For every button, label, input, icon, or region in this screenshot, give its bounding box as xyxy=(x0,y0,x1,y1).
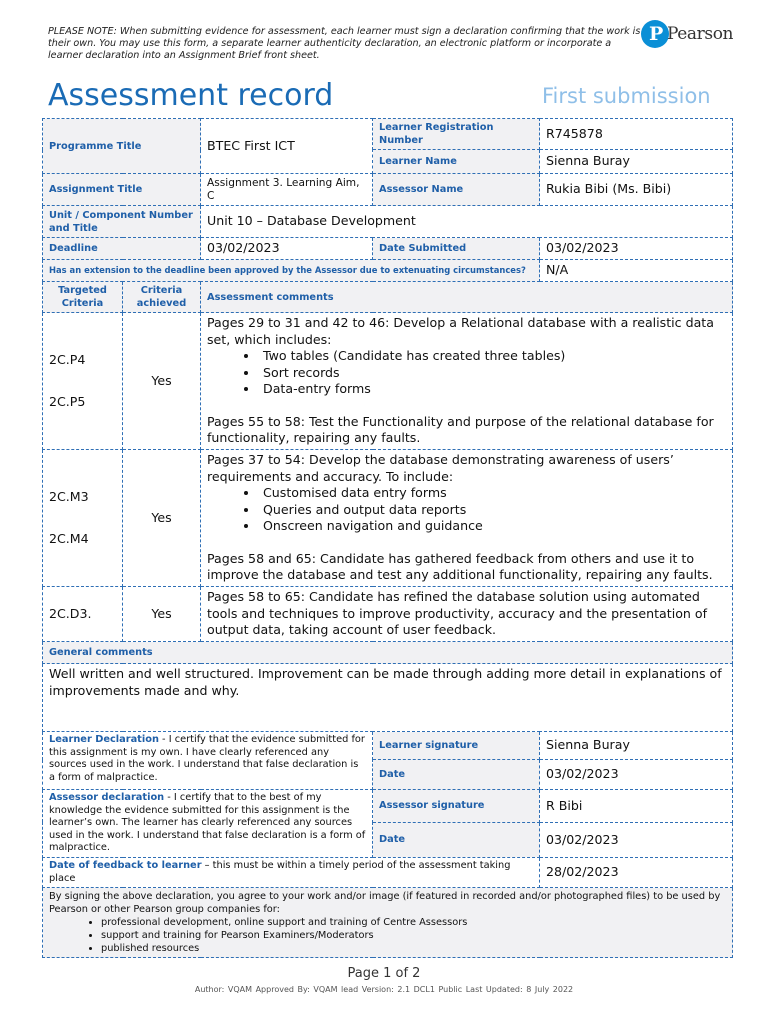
assessment-comment xyxy=(201,313,733,450)
targeted-criteria-header: Targeted Criteria xyxy=(43,282,123,313)
comment-bullets xyxy=(207,348,726,398)
comment-bullet: • Sort records xyxy=(259,365,726,382)
comment-bullet: • Customised data entry forms xyxy=(259,485,726,502)
criterion-code: 2C.M3 xyxy=(49,489,89,504)
assessment-comment: Pages 58 to 65: Candidate has refined the database solution using automated tools and techniques to improve productivity, accuracy and the presentation of output data, taking account of user feedback. xyxy=(201,587,733,642)
comment-outro: Pages 55 to 58: Test the Functionality and purpose of the relational database for functionality, repairing any faults. xyxy=(207,413,714,445)
learner-date-value: 03/02/2023 xyxy=(540,760,733,790)
criteria-achieved-value: Yes xyxy=(123,450,201,587)
consent-list xyxy=(49,916,726,955)
assignment-title-value: Assignment 3. Learning Aim, C xyxy=(201,174,373,206)
assessor-declaration xyxy=(43,790,373,858)
criterion-code: 2C.M4 xyxy=(49,530,89,546)
criteria-codes xyxy=(43,450,123,587)
learner-signature-value: Sienna Buray xyxy=(540,732,733,760)
comment-bullet: • Queries and output data reports xyxy=(259,502,726,519)
extension-value: N/A xyxy=(540,260,733,282)
criteria-row xyxy=(43,450,733,587)
general-comments-label: General comments xyxy=(43,642,733,664)
comment-outro: Pages 58 and 65: Candidate has gathered feedback from others and use it to improve the database and test any additional functionality, repairing any faults. xyxy=(207,550,713,582)
deadline-label: Deadline xyxy=(43,238,201,260)
feedback-date-label: Date of feedback to learner – this must be within a timely period of the assessment taking place xyxy=(43,857,540,887)
date-submitted-label: Date Submitted xyxy=(373,238,540,260)
learner-signature-label: Learner signature xyxy=(373,732,540,760)
submission-type: First submission xyxy=(542,84,711,108)
learner-declaration-text: - I certify that the evidence submitted for this assignment is my own. I have clearly referenced any sources used in the work. I understand that false declaration is a form of malpractice. xyxy=(49,734,365,783)
criteria-achieved-value: Yes xyxy=(123,587,201,642)
learner-name-label: Learner Name xyxy=(373,150,540,174)
learner-reg-label: Learner Registration Number xyxy=(373,119,540,150)
page-number: Page 1 of 2 xyxy=(347,966,421,981)
learner-declaration-title: Learner Declaration xyxy=(49,734,159,745)
assessor-signature-label: Assessor signature xyxy=(373,790,540,823)
comment-intro: Pages 29 to 31 and 42 to 46: Develop a Relational database with a realistic data set, which includes: xyxy=(207,315,714,347)
comment-intro: Pages 37 to 54: Develop the database demonstrating awareness of users’ requirements and accuracy. To include: xyxy=(207,452,674,484)
comment-bullets xyxy=(207,485,726,535)
pearson-mark-icon: P xyxy=(641,20,669,48)
page-title: Assessment record xyxy=(48,78,334,113)
assessment-comments-header: Assessment comments xyxy=(201,282,733,313)
consent-statement xyxy=(43,888,733,958)
comment-bullet: • Two tables (Candidate has created three tables) xyxy=(259,348,726,365)
consent-item: • professional development, online support and training of Centre Assessors xyxy=(101,916,726,929)
feedback-date-value: 28/02/2023 xyxy=(540,857,733,887)
criterion-code: 2C.P5 xyxy=(49,393,86,409)
assessor-name-value: Rukia Bibi (Ms. Bibi) xyxy=(540,174,733,206)
assessor-declaration-text: - I certify that to the best of my knowledge the evidence submitted for this assignment is the learner’s own. The learner has clearly referenced any sources used in the work. I understand that false declaration is a form of malpractice. xyxy=(49,792,366,854)
date-submitted-value: 03/02/2023 xyxy=(540,238,733,260)
criteria-row xyxy=(43,587,733,642)
criteria-achieved-header: Criteria achieved xyxy=(123,282,201,313)
unit-label: Unit / Component Number and Title xyxy=(43,206,201,238)
learner-reg-value: R745878 xyxy=(540,119,733,150)
criterion-code: 2C.D3. xyxy=(43,587,123,642)
assessment-record-table xyxy=(42,118,733,958)
pearson-wordmark: Pearson xyxy=(667,24,734,44)
criteria-codes xyxy=(43,313,123,450)
submission-notice: PLEASE NOTE: When submitting evidence for assessment, each learner must sign a declaration confirming that the work is their own. You may use this form, a separate learner authenticity declaration, an electronic platform or incorporate a learner declaration into an Assignment Brief front sheet. xyxy=(48,26,641,61)
assessor-date-label: Date xyxy=(373,822,540,857)
general-comments-value: Well written and well structured. Improvement can be made through adding more detail in explanations of improvements made and why. xyxy=(43,664,733,732)
comment-bullet: • Onscreen navigation and guidance xyxy=(259,518,726,535)
pearson-logo xyxy=(641,18,743,52)
document-meta: Author: VQAM Approved By: VQAM lead Version: 2.1 DCL1 Public Last Updated: 8 July 2022 xyxy=(194,985,574,994)
unit-value: Unit 10 – Database Development xyxy=(201,206,733,238)
criteria-achieved-value: Yes xyxy=(123,313,201,450)
deadline-value: 03/02/2023 xyxy=(201,238,373,260)
programme-title-label: Programme Title xyxy=(43,119,201,174)
criteria-row xyxy=(43,313,733,450)
consent-item: • support and training for Pearson Examiners/Moderators xyxy=(101,929,726,942)
learner-declaration xyxy=(43,732,373,790)
assessor-signature-value: R Bibi xyxy=(540,790,733,823)
consent-item: • published resources xyxy=(101,942,726,955)
criterion-code: 2C.P4 xyxy=(49,352,86,367)
comment-bullet: • Data-entry forms xyxy=(259,381,726,398)
assessment-comment xyxy=(201,450,733,587)
consent-text: By signing the above declaration, you agree to your work and/or image (if featured in recorded and/or photographed files) to be used by Pearson or other Pearson group companies for: xyxy=(49,891,721,916)
assessor-declaration-title: Assessor declaration xyxy=(49,792,165,803)
learner-date-label: Date xyxy=(373,760,540,790)
extension-question: Has an extension to the deadline been approved by the Assessor due to extenuating circumstances? xyxy=(43,260,540,282)
programme-title-value: BTEC First ICT xyxy=(201,119,373,174)
assessor-name-label: Assessor Name xyxy=(373,174,540,206)
assignment-title-label: Assignment Title xyxy=(43,174,201,206)
learner-name-value: Sienna Buray xyxy=(540,150,733,174)
assessor-date-value: 03/02/2023 xyxy=(540,822,733,857)
